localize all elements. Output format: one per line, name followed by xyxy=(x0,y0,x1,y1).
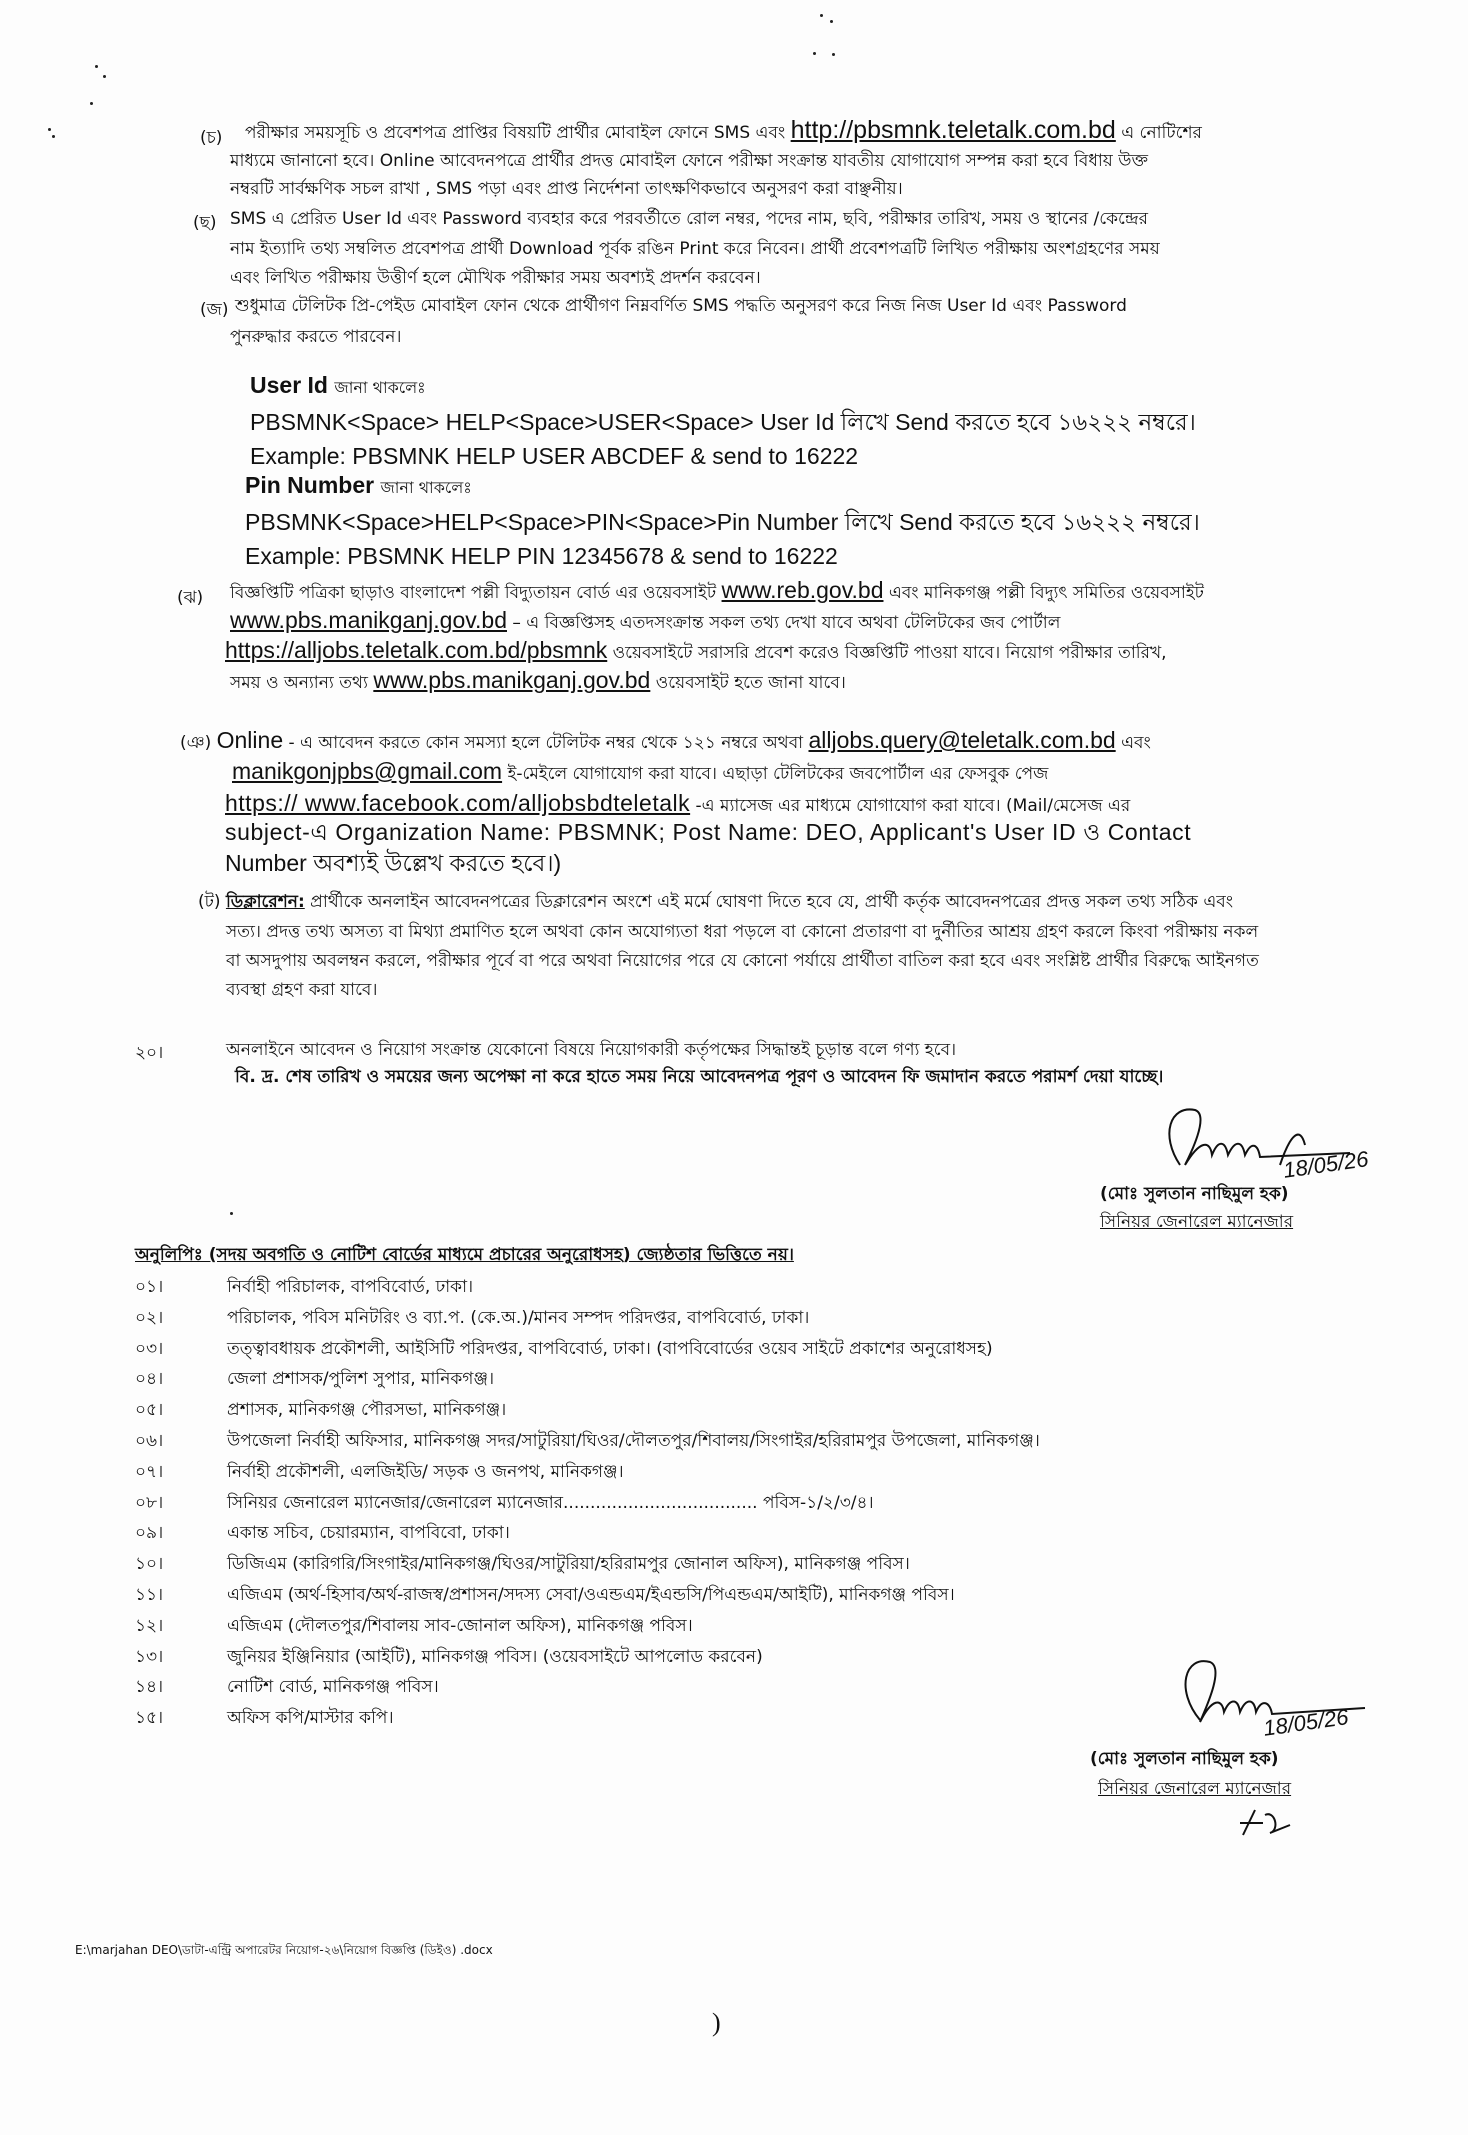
declaration-heading: ডিক্লারেশন: xyxy=(225,892,305,912)
copy-row-text: অফিস কপি/মাস্টার কপি। xyxy=(227,1708,394,1729)
item-nya-line-1 xyxy=(180,726,1360,757)
copy-row-number: ০৮। xyxy=(135,1492,164,1513)
teletalk-link[interactable]: http://pbsmnk.teletalk.com.bd xyxy=(790,116,1116,144)
copy-row-number: ১২। xyxy=(135,1615,164,1636)
copy-row xyxy=(135,1613,693,1643)
copy-row-number: ০৫। xyxy=(135,1400,164,1421)
item-cha-text-2: এ নোটিশের xyxy=(1121,123,1202,143)
item-label: (জ) xyxy=(200,300,229,320)
item-jha-line-2 xyxy=(230,606,1390,637)
item-jha-line-4 xyxy=(230,666,1390,697)
copy-row xyxy=(135,1274,473,1304)
copy-row xyxy=(135,1336,993,1366)
userid-example: Example: PBSMNK HELP USER ABCDEF & send to 16222 xyxy=(250,443,859,469)
item-jha-text-6: ওয়েবসাইট হতে জানা যাবে। xyxy=(655,673,846,693)
item-jha-text-3: – এ বিজ্ঞপ্তিসহ এতদসংক্রান্ত সকল তথ্য দেখা যাবে অথবা টেলিটকের জব পোর্টাল xyxy=(512,613,1061,633)
signatory-name: (মোঃ সুলতান নাছিমুল হক) xyxy=(1100,1184,1289,1204)
userid-command: PBSMNK<Space> HELP<Space>USER<Space> User Id লিখে Send করতে হবে ১৬২২২ নম্বরে। xyxy=(250,409,1196,435)
item-number-20: ২০। xyxy=(135,1043,164,1063)
item-ta-line-4: ব্যবস্থা গ্রহণ করা যাবে। xyxy=(226,980,378,1000)
copy-row-number: ০৭। xyxy=(135,1461,164,1482)
item-jha-text-1: বিজ্ঞপ্তিটি পত্রিকা ছাড়াও বাংলাদেশ পল্লী বিদ্যুতায়ন বোর্ড এর ওয়েবসাইট xyxy=(230,583,717,603)
signatory-title-2: সিনিয়র জেনারেল ম্যানেজার xyxy=(1098,1779,1292,1799)
copy-row-number: ১৫। xyxy=(135,1708,164,1729)
item-nya-line-3 xyxy=(225,789,1395,820)
item-ta-line-2: সত্য। প্রদত্ত তথ্য অসত্য বা মিথ্যা প্রমাণিত হলে অথবা কোন অযোগ্যতা ধরা পড়লে বা কোনো প্রতারণা বা দুর্নীতির আশ্রয় গ্রহণ করলে কিংবা পরীক্ষায় নকল xyxy=(226,922,1259,942)
copy-row-text: এজিএম (দৌলতপুর/শিবালয় সাব-জোনাল অফিস), মানিকগঞ্জ পবিস। xyxy=(227,1615,693,1636)
copies-heading: অনুলিপিঃ (সদয় অবগতি ও নোটিশ বোর্ডের মাধ্যমে প্রচারের অনুরোধসহ) জ্যেষ্ঠতার ভিত্তিতে নয়। xyxy=(135,1245,794,1265)
item-chha-line-3: এবং লিখিত পরীক্ষায় উত্তীর্ণ হলে মৌখিক পরীক্ষার সময় অবশ্যই প্রদর্শন করবেন। xyxy=(230,268,761,288)
item-20-note: বি. দ্র. শেষ তারিখ ও সময়ের জন্য অপেক্ষা না করে হাতে সময় নিয়ে আবেদনপত্র পূরণ ও আবেদন ফি জমাদান করতে পরামর্শ দেয়া যাচ্ছে। xyxy=(235,1067,1164,1087)
copy-row xyxy=(135,1520,510,1550)
item-jha-text-2: এবং মানিকগঞ্জ পল্লী বিদ্যুৎ সমিতির ওয়েবসাইট xyxy=(888,583,1204,603)
copy-row-text: নোটিশ বোর্ড, মানিকগঞ্জ পবিস। xyxy=(227,1677,439,1698)
item-ta-line-1 xyxy=(198,888,1398,916)
item-chha-line-1: SMS এ প্রেরিত User Id এবং Password ব্যবহার করে পরবর্তীতে রোল নম্বর, পদের নাম, ছবি, পরীক্ষার তারিখ, সময় ও স্থানের /কেন্দ্রের xyxy=(230,209,1148,229)
signature-date: 18/05/26 xyxy=(1281,1146,1370,1183)
copy-row-number: ১৪। xyxy=(135,1677,164,1698)
item-label: (চ) xyxy=(200,128,223,148)
item-nya-text-3: ই-মেইলে যোগাযোগ করা যাবে। এছাড়া টেলিটকের জবপোর্টাল এর ফেসবুক পেজ xyxy=(507,764,1049,784)
pin-sms-block xyxy=(245,468,1345,573)
item-jha-line-1 xyxy=(230,576,1390,607)
pin-heading-tail: জানা থাকলেঃ xyxy=(380,478,472,497)
pbs-manikganj-link-2[interactable]: www.pbs.manikganj.gov.bd xyxy=(373,667,651,693)
item-ja-line-1: শুধুমাত্র টেলিটক প্রি-পেইড মোবাইল ফোন থেকে প্রার্থীগণ নিম্নবর্ণিত SMS পদ্ধতি অনুসরণ করে নিজ নিজ User Id এবং Password xyxy=(235,296,1127,316)
item-label: (ঞ) xyxy=(180,733,212,753)
initial-scribble xyxy=(1235,1805,1295,1845)
pin-example: Example: PBSMNK HELP PIN 12345678 & send to 16222 xyxy=(245,543,838,569)
item-ja-line-2: পুনরুদ্ধার করতে পারবেন। xyxy=(230,327,402,347)
copy-row-text: এজিএম (অর্থ-হিসাব/অর্থ-রাজস্ব/প্রশাসন/সদস্য সেবা/ওএন্ডএম/ইএন্ডসি/পিএন্ডএম/আইটি), মানিকগঞ্জ পবিস। xyxy=(227,1585,955,1605)
copy-row-text: নির্বাহী পরিচালক, বাপবিবোর্ড, ঢাকা। xyxy=(227,1277,474,1297)
item-20-line-1: অনলাইনে আবেদন ও নিয়োগ সংক্রান্ত যেকোনো বিষয়ে নিয়োগকারী কর্তৃপক্ষের সিদ্ধান্তই চূড়ান্ত বলে গণ্য হবে। xyxy=(226,1040,957,1060)
copy-row-text: সিনিয়র জেনারেল ম্যানেজার/জেনারেল ম্যানেজার.................................... পবিস-১/২/৩/৪। xyxy=(227,1492,874,1513)
userid-heading-tail: জানা থাকলেঃ xyxy=(334,378,426,397)
copy-row-number: ১০। xyxy=(135,1554,164,1575)
copy-row-number: ০৬। xyxy=(135,1431,164,1451)
item-cha xyxy=(245,116,1390,147)
item-ta-text-1: প্রার্থীকে অনলাইন আবেদনপত্রের ডিক্লারেশন অংশে এই মর্মে ঘোষণা দিতে হবে যে, প্রার্থী কর্তৃক আবেদনপত্রের প্রদত্ত সকল তথ্য সঠিক এবং xyxy=(310,892,1234,912)
copy-row xyxy=(135,1551,910,1581)
online-word: Online xyxy=(216,727,284,753)
item-label: (ছ) xyxy=(193,213,217,233)
pin-command: PBSMNK<Space>HELP<Space>PIN<Space>Pin Number লিখে Send করতে হবে ১৬২২২ নম্বরে। xyxy=(245,509,1200,535)
item-jha-text-5: সময় ও অন্যান্য তথ্য xyxy=(230,673,368,693)
item-nya-text-2: এবং xyxy=(1121,733,1151,753)
copy-row-text: ডিজিএম (কারিগরি/সিংগাইর/মানিকগঞ্জ/ঘিওর/সাটুরিয়া/হরিরামপুর জোনাল অফিস), মানিকগঞ্জ পবিস। xyxy=(227,1554,910,1575)
signatory-title: সিনিয়র জেনারেল ম্যানেজার xyxy=(1100,1212,1294,1232)
item-nya-line-5: Number অবশ্যই উল্লেখ করতে হবে।) xyxy=(225,850,562,876)
copy-row xyxy=(135,1459,624,1489)
copy-row-number: ০৯। xyxy=(135,1523,164,1544)
item-cha-line-2: মাধ্যমে জানানো হবে। Online আবেদনপত্রে প্রার্থীর প্রদত্ত মোবাইল ফোনে পরীক্ষা সংক্রান্ত যাবতীয় যোগাযোগ সম্পন্ন করা হবে বিধায় উক্ত xyxy=(230,151,1148,171)
copy-row-number: ১১। xyxy=(135,1585,164,1605)
copy-row-text: নির্বাহী প্রকৌশলী, এলজিইডি/ সড়ক ও জনপথ, মানিকগঞ্জ। xyxy=(227,1461,624,1482)
signature-date-2: 18/05/26 xyxy=(1261,1704,1350,1741)
copy-row xyxy=(135,1705,394,1735)
alljobs-query-email[interactable]: alljobs.query@teletalk.com.bd xyxy=(808,727,1116,753)
copy-row-number: ০১। xyxy=(135,1277,164,1297)
item-jha-text-4: ওয়েবসাইটে সরাসরি প্রবেশ করেও বিজ্ঞপ্তিটি পাওয়া যাবে। নিয়োগ পরীক্ষার তারিখ, xyxy=(612,643,1167,663)
userid-heading: User Id xyxy=(250,372,328,398)
page-mark: ) xyxy=(712,2008,721,2037)
item-cha-line-3: নম্বরটি সার্বক্ষণিক সচল রাখা , SMS পড়া এবং প্রাপ্ত নির্দেশনা তাৎক্ষণিকভাবে অনুসরণ করা বাঞ্ছনীয়। xyxy=(230,179,903,199)
copy-row-number: ০৩। xyxy=(135,1338,164,1359)
item-ta-line-3: বা অসদুপায় অবলম্বন করলে, পরীক্ষার পূর্বে বা পরে অথবা নিয়োগের পরে যে কোনো পর্যায়ে প্রার্থীতা বাতিল করা হবে এবং সংশ্লিষ্ট প্রার্থীর বিরুদ্ধে আইনগত xyxy=(226,951,1259,971)
item-label: (ট) xyxy=(198,892,221,912)
copy-row xyxy=(135,1366,494,1396)
item-nya-text-4: -এ ম্যাসেজ এর মাধ্যমে যোগাযোগ করা যাবে। (Mail/মেসেজ এর xyxy=(695,796,1131,816)
copy-row-number: ১৩। xyxy=(135,1646,164,1667)
copy-row xyxy=(135,1428,1040,1458)
pin-heading: Pin Number xyxy=(245,472,375,498)
copy-row xyxy=(135,1397,506,1427)
item-chha-line-2: নাম ইত্যাদি তথ্য সম্বলিত প্রবেশপত্র প্রার্থী Download পূর্বক রঙিন Print করে নিবেন। প্রার্থী প্রবেশপত্রটি লিখিত পরীক্ষায় অংশগ্রহণের সময় xyxy=(230,239,1160,259)
copy-row-text: একান্ত সচিব, চেয়ারম্যান, বাপবিবো, ঢাকা। xyxy=(227,1523,510,1544)
manikgonjpbs-email[interactable]: manikgonjpbs@gmail.com xyxy=(232,758,503,784)
item-nya-line-2 xyxy=(232,757,1392,788)
userid-sms-block xyxy=(250,368,1350,473)
copy-row xyxy=(135,1582,955,1612)
item-nya-text-1: - এ আবেদন করতে কোন সমস্যা হলে টেলিটক নম্বর থেকে ১২১ নম্বরে অথবা xyxy=(288,733,804,753)
alljobs-pbsmnk-link[interactable]: https://alljobs.teletalk.com.bd/pbsmnk xyxy=(225,637,608,663)
copy-row xyxy=(135,1490,874,1520)
copy-row-text: উপজেলা নির্বাহী অফিসার, মানিকগঞ্জ সদর/সাটুরিয়া/ঘিওর/দৌলতপুর/শিবালয়/সিংগাইর/হরিরামপুর উপজেলা, মানিকগঞ্জ। xyxy=(227,1431,1040,1451)
copy-row-text: জেলা প্রশাসক/পুলিশ সুপার, মানিকগঞ্জ। xyxy=(227,1369,495,1390)
item-jha-line-3 xyxy=(225,636,1390,667)
pbs-manikganj-link[interactable]: www.pbs.manikganj.gov.bd xyxy=(230,607,507,633)
item-label: (ঝ) xyxy=(177,588,204,608)
copy-row-text: পরিচালক, পবিস মনিটরিং ও ব্যা.প. (কে.অ.)/মানব সম্পদ পরিদপ্তর, বাপবিবোর্ড, ঢাকা। xyxy=(227,1307,810,1328)
copy-row-text: প্রশাসক, মানিকগঞ্জ পৌরসভা, মানিকগঞ্জ। xyxy=(227,1400,507,1421)
facebook-link[interactable]: https:// www.facebook.com/alljobsbdteletalk xyxy=(225,790,691,816)
copy-row xyxy=(135,1674,439,1704)
item-cha-text-1: পরীক্ষার সময়সূচি ও প্রবেশপত্র প্রাপ্তির বিষয়টি প্রার্থীর মোবাইল ফোনে SMS এবং xyxy=(245,123,786,143)
copy-row-text: জুনিয়র ইঞ্জিনিয়ার (আইটি), মানিকগঞ্জ পবিস। (ওয়েবসাইটে আপলোড করবেন) xyxy=(227,1646,763,1667)
copy-row xyxy=(135,1305,809,1335)
signature-scribble xyxy=(1140,1095,1390,1190)
file-path: E:\marjahan DEO\ডাটা-এন্ট্রি অপারেটর নিয়োগ-২৬\নিয়োগ বিজ্ঞপ্তি (ডিইও) .docx xyxy=(75,1943,493,1957)
signatory-name-2: (মোঃ সুলতান নাছিমুল হক) xyxy=(1090,1749,1279,1769)
item-nya-line-4: subject-এ Organization Name: PBSMNK; Post Name: DEO, Applicant's User ID ও Contact xyxy=(225,819,1192,845)
copy-row xyxy=(135,1644,763,1674)
reb-link[interactable]: www.reb.gov.bd xyxy=(721,577,884,603)
copy-row-text: তত্ত্বাবধায়ক প্রকৌশলী, আইসিটি পরিদপ্তর, বাপবিবোর্ড, ঢাকা। (বাপবিবোর্ডের ওয়েব সাইটে প্রকাশের অনুরোধসহ) xyxy=(227,1338,993,1359)
copy-row-number: ০২। xyxy=(135,1307,164,1328)
copy-row-number: ০৪। xyxy=(135,1369,164,1390)
